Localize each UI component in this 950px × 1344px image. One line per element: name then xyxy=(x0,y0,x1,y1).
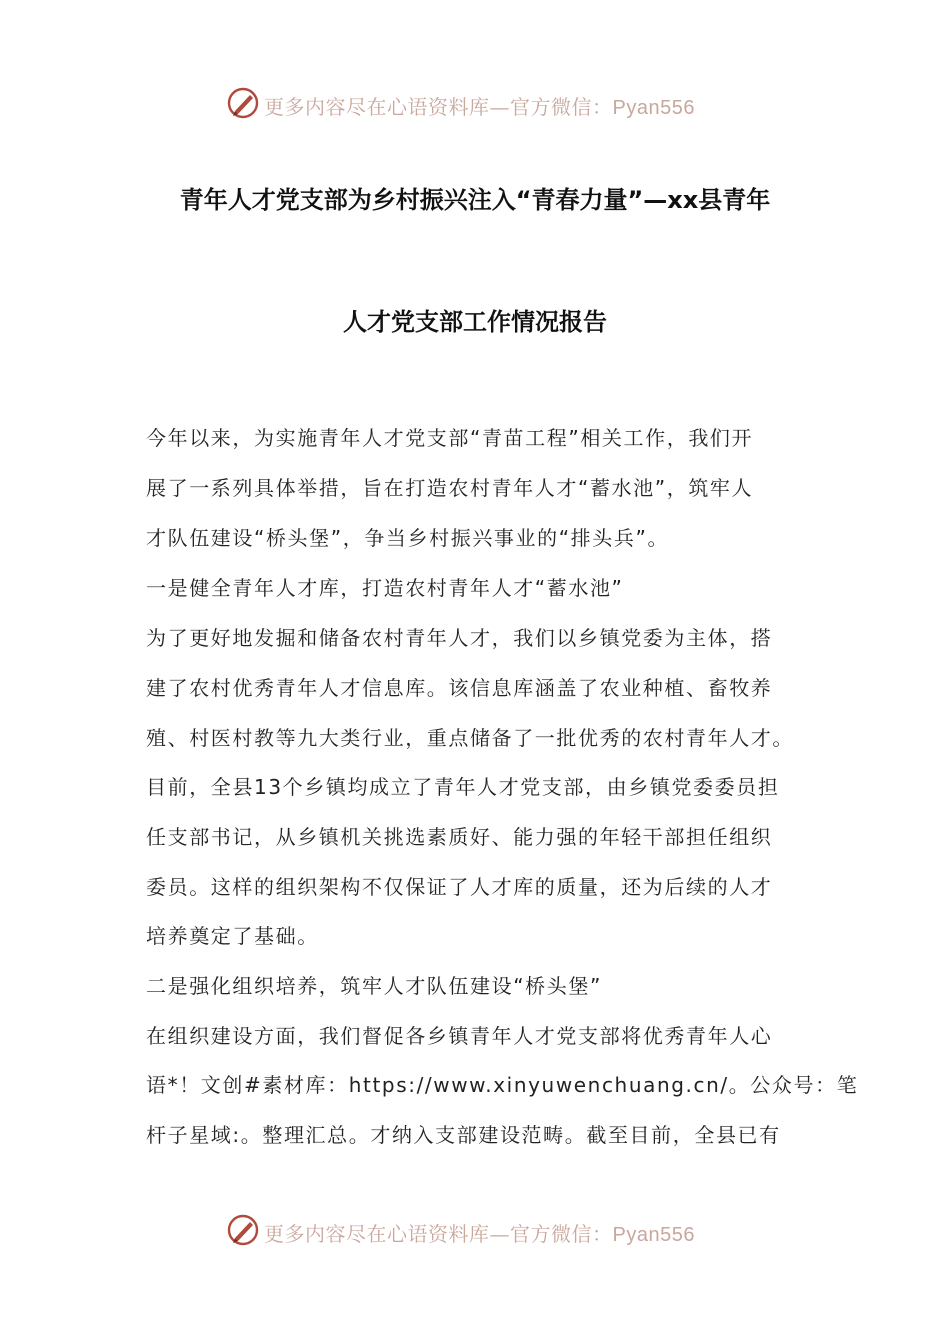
pen-circle-logo-icon xyxy=(226,86,260,120)
document-title-line-1: 青年人才党支部为乡村振兴注入“青春力量”—xx县青年 xyxy=(179,186,771,214)
pen-circle-logo-icon xyxy=(226,1213,260,1247)
section-heading-1: 一是健全青年人才库，打造农村青年人才“蓄水池” xyxy=(146,576,624,600)
paragraph-line: 语*！文创#素材库：https://www.xinyuwenchuang.cn/。公众号：笔 xyxy=(146,1073,859,1097)
paragraph-line: 展了一系列具体举措，旨在打造农村青年人才“蓄水池”，筑牢人 xyxy=(146,476,754,500)
header-banner xyxy=(0,84,950,124)
paragraph-line: 目前，全县13个乡镇均成立了青年人才党支部，由乡镇党委委员担 xyxy=(146,775,780,799)
section-heading-2: 二是强化组织培养，筑牢人才队伍建设“桥头堡” xyxy=(146,974,602,998)
wechat-id: Pyan556 xyxy=(612,1224,695,1246)
paragraph-line: 杆子星域:。整理汇总。才纳入支部建设范畴。截至目前，全县已有 xyxy=(146,1123,781,1147)
paragraph-line: 今年以来，为实施青年人才党支部“青苗工程”相关工作，我们开 xyxy=(146,426,754,450)
paragraph-line: 才队伍建设“桥头堡”，争当乡村振兴事业的“排头兵”。 xyxy=(146,526,670,550)
paragraph-line: 在组织建设方面，我们督促各乡镇青年人才党支部将优秀青年人心 xyxy=(146,1024,773,1048)
paragraph-line: 殖、村医村教等九大类行业，重点储备了一批优秀的农村青年人才。 xyxy=(146,726,794,750)
document-title-line-2: 人才党支部工作情况报告 xyxy=(343,308,607,336)
paragraph-line: 建了农村优秀青年人才信息库。该信息库涵盖了农业种植、畜牧养 xyxy=(146,676,773,700)
paragraph-line: 委员。这样的组织架构不仅保证了人才库的质量，还为后续的人才 xyxy=(146,875,773,899)
banner-text: 更多内容尽在心语资料库—官方微信：Pyan556 xyxy=(264,95,695,119)
paragraph-line: 为了更好地发掘和储备农村青年人才，我们以乡镇党委为主体，搭 xyxy=(146,626,773,650)
banner-text: 更多内容尽在心语资料库—官方微信：Pyan556 xyxy=(264,1222,695,1246)
wechat-id: Pyan556 xyxy=(612,97,695,119)
footer-banner xyxy=(0,1211,950,1251)
paragraph-line: 任支部书记，从乡镇机关挑选素质好、能力强的年轻干部担任组织 xyxy=(146,825,773,849)
paragraph-line: 培养奠定了基础。 xyxy=(146,924,319,948)
